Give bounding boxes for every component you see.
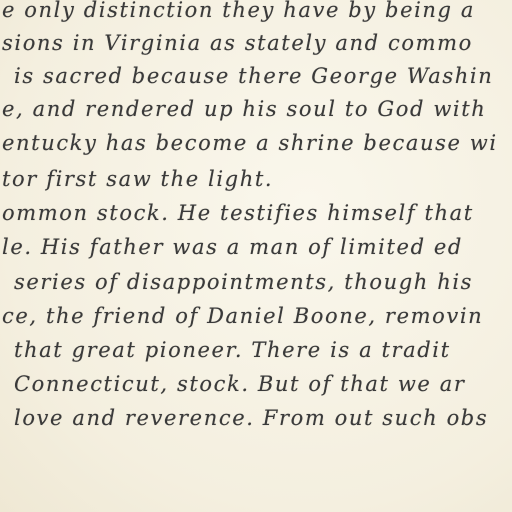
text-line-4: e, and rendered up his soul to God with [2, 97, 487, 121]
text-line-5: entucky has become a shrine because wi [2, 131, 498, 155]
text-line-12: Connecticut, stock. But of that we ar [14, 372, 466, 396]
text-line-13: love and reverence. From out such obs [14, 406, 489, 430]
text-line-1: e only distinction they have by being a [2, 0, 475, 22]
text-line-6: tor first saw the light. [2, 167, 274, 191]
text-line-11: that great pioneer. There is a tradit [14, 338, 451, 362]
text-line-2: sions in Virginia as stately and commo [2, 31, 473, 55]
text-line-10: ce, the friend of Daniel Boone, removin [2, 304, 484, 328]
text-line-9: series of disappointments, though his [14, 270, 474, 294]
text-line-8: le. His father was a man of limited ed [2, 235, 463, 259]
text-line-7: ommon stock. He testifies himself that [2, 201, 474, 225]
text-line-3: is sacred because there George Washin [14, 64, 494, 88]
